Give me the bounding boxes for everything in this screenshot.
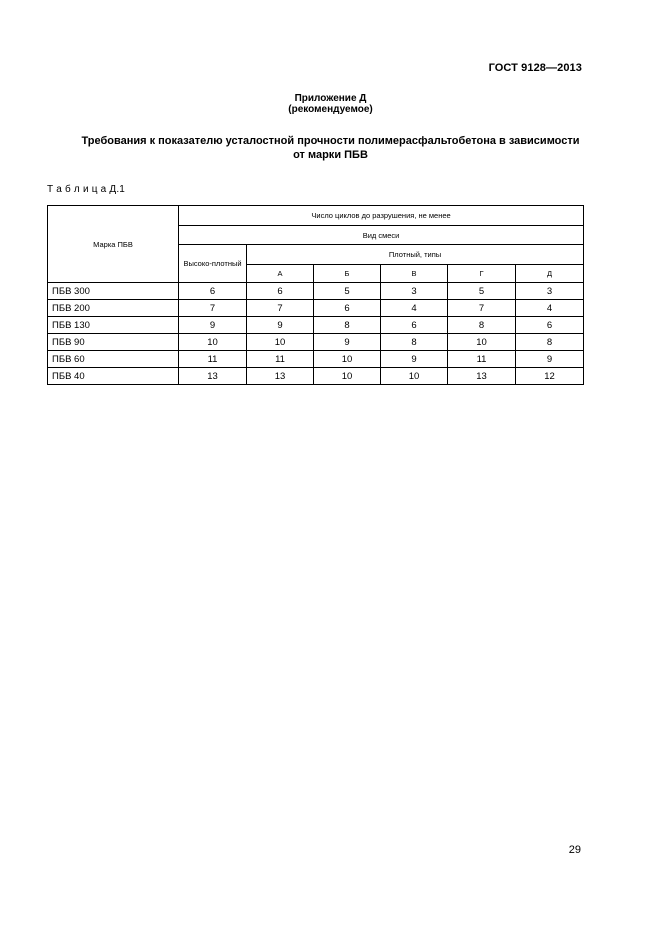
appendix-status: (рекомендуемое) <box>288 104 373 115</box>
cell-value: 10 <box>179 334 247 351</box>
cell-value: 6 <box>179 283 247 300</box>
header-brand: Марка ПБВ <box>48 206 179 283</box>
header-type-d: Д <box>516 265 584 283</box>
cell-value: 10 <box>247 334 314 351</box>
section-heading <box>40 134 621 162</box>
table-row <box>48 300 584 317</box>
cell-value: 4 <box>381 300 448 317</box>
cell-value: 10 <box>381 368 448 385</box>
header-type-a: А <box>247 265 314 283</box>
cell-value: 3 <box>516 283 584 300</box>
cell-value: 9 <box>516 351 584 368</box>
cell-value: 5 <box>448 283 516 300</box>
cell-value: 5 <box>314 283 381 300</box>
row-brand: ПБВ 130 <box>48 317 179 334</box>
cell-value: 4 <box>516 300 584 317</box>
document-code: ГОСТ 9128—2013 <box>488 62 582 74</box>
cell-value: 3 <box>381 283 448 300</box>
cell-value: 8 <box>448 317 516 334</box>
header-cycles: Число циклов до разрушения, не менее <box>179 206 584 226</box>
cell-value: 11 <box>179 351 247 368</box>
table-row <box>48 283 584 300</box>
cell-value: 13 <box>448 368 516 385</box>
cell-value: 6 <box>314 300 381 317</box>
cell-value: 9 <box>381 351 448 368</box>
cell-value: 13 <box>179 368 247 385</box>
section-heading-line-1: Требования к показателю усталостной прочности полимерасфальтобетона в зависимости <box>81 135 580 147</box>
cell-value: 11 <box>448 351 516 368</box>
cell-value: 9 <box>179 317 247 334</box>
cell-value: 11 <box>247 351 314 368</box>
cell-value: 12 <box>516 368 584 385</box>
cell-value: 8 <box>381 334 448 351</box>
cell-value: 9 <box>314 334 381 351</box>
row-brand: ПБВ 40 <box>48 368 179 385</box>
fatigue-strength-table <box>47 205 584 385</box>
cell-value: 6 <box>516 317 584 334</box>
cell-value: 6 <box>381 317 448 334</box>
table-row <box>48 334 584 351</box>
cell-value: 13 <box>247 368 314 385</box>
cell-value: 8 <box>516 334 584 351</box>
header-type-b: Б <box>314 265 381 283</box>
row-brand: ПБВ 90 <box>48 334 179 351</box>
cell-value: 7 <box>179 300 247 317</box>
table-row <box>48 317 584 334</box>
cell-value: 10 <box>448 334 516 351</box>
table-row <box>48 368 584 385</box>
cell-value: 10 <box>314 368 381 385</box>
page-number: 29 <box>568 844 581 856</box>
header-high-density: Высоко-плотный <box>179 245 247 283</box>
cell-value: 10 <box>314 351 381 368</box>
cell-value: 7 <box>247 300 314 317</box>
header-type-v: В <box>381 265 448 283</box>
section-heading-line-2: от марки ПБВ <box>293 149 368 161</box>
row-brand: ПБВ 300 <box>48 283 179 300</box>
appendix-title: Приложение Д <box>294 93 367 104</box>
row-brand: ПБВ 60 <box>48 351 179 368</box>
header-type-g: Г <box>448 265 516 283</box>
cell-value: 8 <box>314 317 381 334</box>
row-brand: ПБВ 200 <box>48 300 179 317</box>
header-dense-types: Плотный, типы <box>247 245 584 265</box>
cell-value: 6 <box>247 283 314 300</box>
table-caption: Т а б л и ц а Д.1 <box>47 184 126 195</box>
header-mix-type: Вид смеси <box>179 226 584 245</box>
cell-value: 7 <box>448 300 516 317</box>
table-row <box>48 351 584 368</box>
cell-value: 9 <box>247 317 314 334</box>
